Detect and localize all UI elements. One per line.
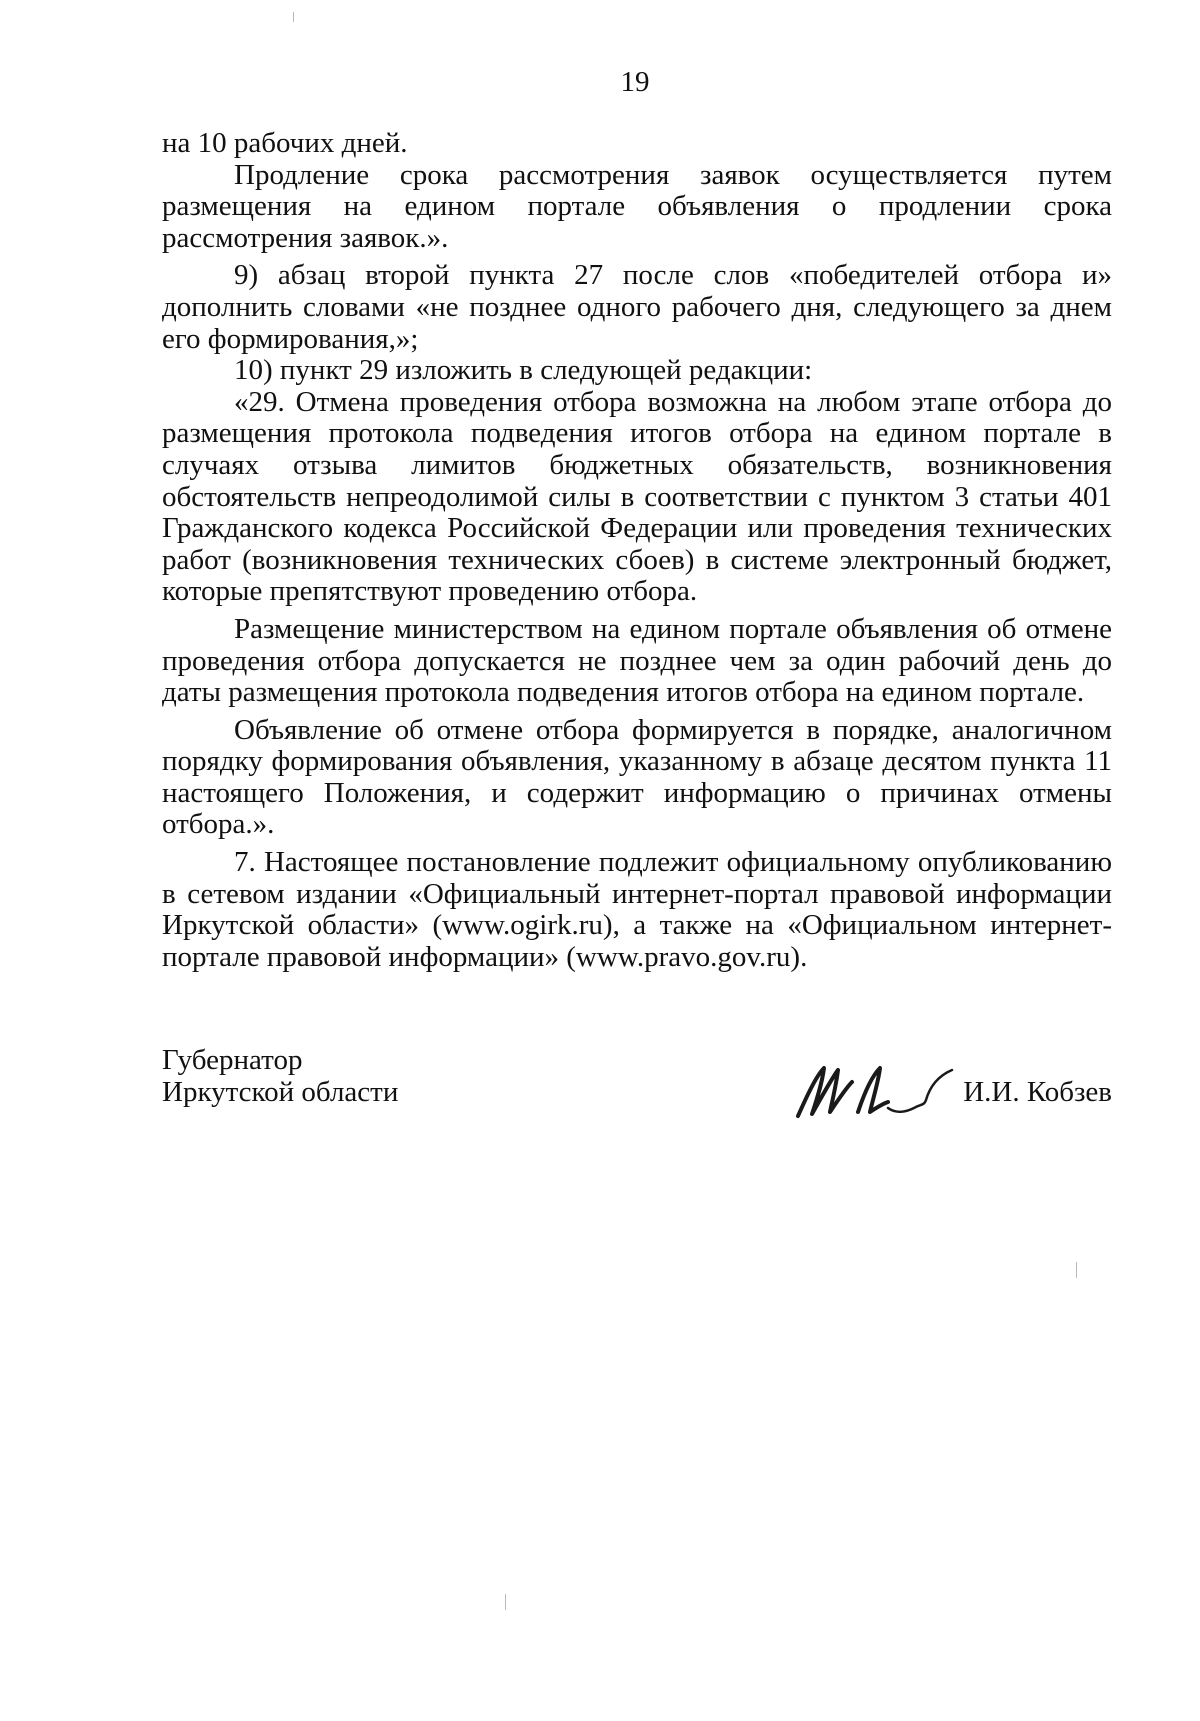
- paragraph: Продление срока рассмотрения заявок осуществляется путем размещения на едином портале объявления о продлении срока рассмотрения заявок.».: [162, 158, 1112, 254]
- signer-position: [162, 1044, 398, 1108]
- page-number: 19: [620, 66, 650, 98]
- signature-block: [162, 1044, 1112, 1134]
- signer-position-line: Губернатор: [162, 1044, 303, 1076]
- paragraph-continuation: на 10 рабочих дней.: [162, 127, 408, 159]
- paragraph: Размещение министерством на едином портале объявления об отмене проведения отбора допускается не позднее чем за один рабочий день до даты размещения протокола подведения итогов отбора на едином портале.: [162, 612, 1112, 709]
- paragraph: 9) абзац второй пункта 27 после слов «победителей отбора и» дополнить словами «не позднее одного рабочего дня, следующего за днем его формирования,»;: [162, 259, 1112, 355]
- paragraph: Объявление об отмене отбора формируется в порядке, аналогичном порядку формирования объявления, указанному в абзаце десятом пункта 11 настоящего Положения, и содержит информацию о причинах отмены отбора.».: [162, 713, 1112, 841]
- paragraph: 10) пункт 29 изложить в следующей редакции:: [234, 354, 813, 387]
- scan-artifact: [293, 12, 294, 22]
- signer-name: И.И. Кобзев: [963, 1076, 1112, 1108]
- handwritten-signature: [792, 1046, 962, 1122]
- scan-artifact: [1076, 1262, 1077, 1278]
- scan-artifact: [505, 1594, 506, 1610]
- paragraph: 7. Настоящее постановление подлежит официальному опубликованию в сетевом издании «Официальный интернет-портал правовой информации Иркутской области» (www.ogirk.ru), а также на «Официальном интернет-портале правовой информации» (www.pravo.gov.ru).: [162, 846, 1112, 973]
- document-body: [162, 128, 1112, 973]
- signer-position-line: Иркутской области: [162, 1076, 399, 1108]
- paragraph: «29. Отмена проведения отбора возможна на любом этапе отбора до размещения протокола подведения итогов отбора на едином портале в случаях отзыва лимитов бюджетных обязательств, возникновения обстоятельств непреодолимой силы в соответствии с пунктом 3 статьи 401 Гражданского кодекса Российской Федерации или проведения технических работ (возникновения технических сбоев) в системе электронный бюджет, которые препятствуют проведению отбора.: [162, 385, 1112, 608]
